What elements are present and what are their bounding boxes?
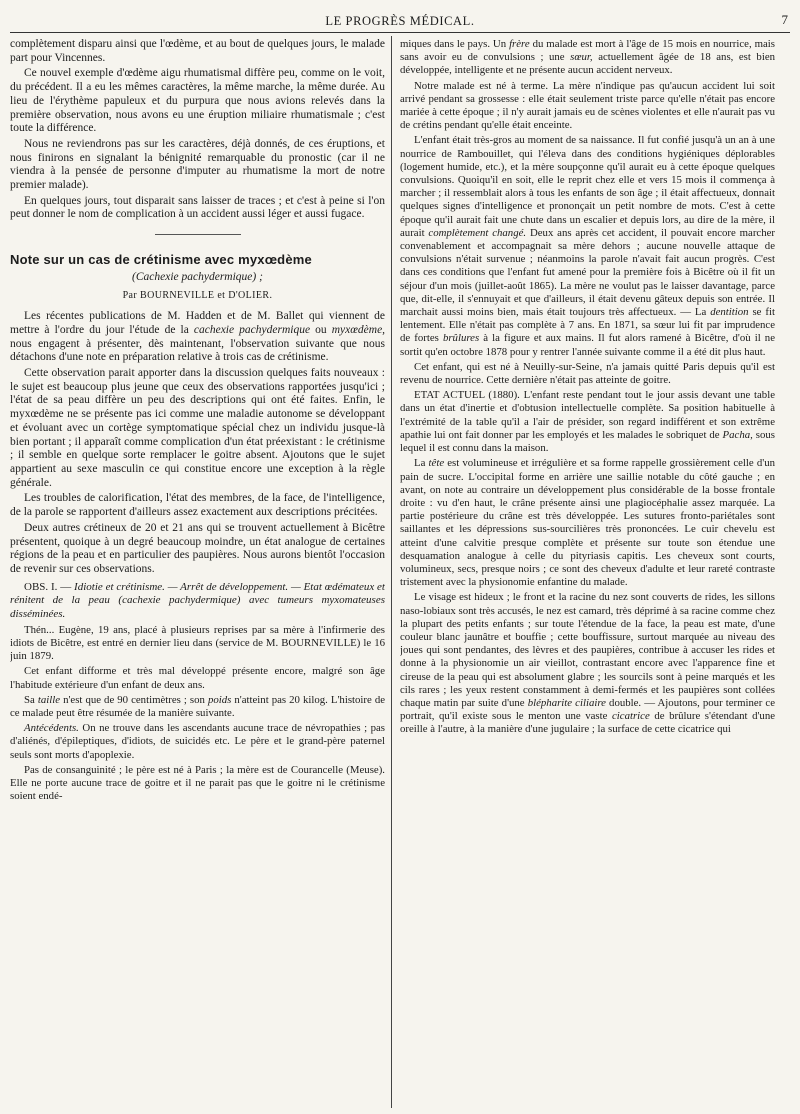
page-number: 7 <box>781 12 788 27</box>
paragraph: Sa taille n'est que de 90 centimètres ; son poids n'atteint pas 20 kilog. L'histoire de ce malade peut être résumée de la manière suivante. <box>10 693 385 719</box>
paragraph: Cette observation parait apporter dans la discussion quelques faits nouveaux : le sujet est beaucoup plus jeune que ceux des observations rapportées jusqu'ici ; l'état de sa peau diffère un peu des descriptions qui ont été faites. Enfin, le myxœdème ne se présente pas ici comme une maladie autonome se développant et évoluant avec un cortège symptomatique spécial chez un individu jusque-là bien portant ; il apparaît comme complication d'un état préexistant : le crétinisme ; il semble en quelque sorte remplacer le goitre absent. Ajoutons que le sujet appartient au sexe masculin ce qui constitue encore une exception à la règle générale. <box>10 367 385 489</box>
paragraph: Cet enfant difforme et très mal développé présente encore, malgré son âge l'habitude extérieure d'un enfant de deux ans. <box>10 665 385 691</box>
paragraph: Les récentes publications de M. Hadden et de M. Ballet qui viennent de mettre à l'ordre du jour l'étude de la cachexie pachydermique ou myxœdème, nous engagent à présenter, dès maintenant, l'observation suivante que nous détachons d'une note en préparation relative à trois cas de crétinisme. <box>10 310 385 364</box>
right-column <box>400 38 775 1106</box>
page-header <box>10 8 790 33</box>
paragraph: Thén... Eugène, 19 ans, placé à plusieurs reprises par sa mère à l'infirmerie des idiots de Bicêtre, est entré en dernier lieu dans (service de M. BOURNEVILLE) le 16 juin 1879. <box>10 623 385 663</box>
paragraph: complètement disparu ainsi que l'œdème, et au bout de quelques jours, le malade part pour Vincennes. <box>10 38 385 64</box>
paragraph: Deux autres crétineux de 20 et 21 ans qui se trouvent actuellement à Bicêtre présentent, quoique à un degré beaucoup moindre, un état analogue de certaines régions de la peau et en particulier des paupières. Nous aurons bientôt l'occasion de revenir sur ces observations. <box>10 521 385 575</box>
paragraph: La tête est volumineuse et irrégulière et sa forme rappelle grossièrement celle d'un pain de sucre. L'occipital forme en arrière une saillie notable du côté gauche ; en avant, on note au contraire un développement plus considérable de la bosse frontale droite : vu d'en haut, le crâne présente ainsi une plagiocéphalie assez marquée. La partie postérieure du crâne est très développée. Les sutures fronto-pariétales sont saillantes et les dépressions sus-sourcilières très prononcées. Le cuir chevelu est atteint d'une calvitie presque complète et présente sur toute son étendue une desquamation analogue à celle du pityriasis capitis. Les cheveux sont courts, volumineux, secs, presque noirs ; ce sont des cheveux d'adulte et leur rareté contraste tristement avec la physionomie enfantine du malade. <box>400 457 775 589</box>
running-head: LE PROGRÈS MÉDICAL. <box>325 14 475 28</box>
paragraph: Antécédents. On ne trouve dans les ascendants aucune trace de névropathies ; pas d'aliénés, d'épileptiques, d'idiots, de suicidés etc. Le père et le grand-père paternel seuls sont morts d'apoplexie. <box>10 722 385 761</box>
paragraph: En quelques jours, tout disparait sans laisser de traces ; et c'est à peine si l'on peut donner le nom de complication à un accident aussi léger et aussi fugace. <box>10 194 385 221</box>
paragraph: L'enfant était très-gros au moment de sa naissance. Il fut confié jusqu'à un an à une nourrice de Rambouillet, qui l'éleva dans des conditions hygiéniques déplorables (logement humide, etc.), et la mère soupçonne qu'il aurait eu à cette époque quelques convulsions. Quoiqu'il en soit, elle le reprit chez elle et vers 15 mois il commença à marcher ; il ressemblait alors à tous les enfants de son âge ; il était affectueux, donnait quelques signes d'intelligence et prononçait un petit nombre de mots. C'est à cette époque qu'il aurait fait une chute dans un escalier et depuis lors, au dire de la mère, il aurait complètement changé. Deux ans après cet accident, il pouvait encore marcher convenablement et accompagnait sa mère dehors ; aucune nouvelle attaque de convulsions n'était survenue ; néanmoins la parole n'avait fait aucun progrès. C'est dans ces conditions que l'enfant fut amené pour la première fois à Bicêtre où il fit un séjour d'un mois (juillet-août 1865). La mère ne voulut pas le laisser davantage, parce que, dit-elle, il s'ennuyait et que d'ailleurs, il était devenu gâteux depuis son entrée. Il marchait aussi moins bien, mais était toujours très affectueux. — La dentition se fit lentement. Elle n'était pas complète à 7 ans. En 1871, sa sœur lui fit par imprudence de fortes brûlures à la figure et aux mains. Il fut alors ramené à Bicêtre, d'où il ne sortit qu'en octobre 1878 pour y rentrer l'année suivante comme il a été dit plus haut. <box>400 134 775 358</box>
paragraph: Notre malade est né à terme. La mère n'indique pas qu'aucun accident lui soit arrivé pendant sa grossesse : elle était seulement triste parce qu'elle n'était pas encore mariée à cette époque ; il n'y aurait jamais eu de scènes violentes et elle n'aurait pas vu de crétins pendant qu'elle était enceinte. <box>400 79 775 132</box>
paragraph: Le visage est hideux ; le front et la racine du nez sont couverts de rides, les sillons naso-lobiaux sont très accusés, le nez est camard, très déprimé à sa racine comme chez la plupart des petits enfants ; sur toute l'étendue de la face, la peau est mate, d'une couleur blanc jaunâtre et bouffie ; cette bouffissure, surtout marquée au niveau des joues qui sont pendantes, des lèvres et des paupières, contribue à accuser les rides et donne à la physionomie un air vieillot, contrastant encore avec l'apparence fine et cireuse de la peau qui est absolument glabre ; les sourcils sont à peine marqués et les cils rares ; les yeux restent constamment à demi-fermés et les paupières sont collées chaque matin par suite d'une blépharite ciliaire double. — Ajoutons, pour terminer ce portrait, qu'il existe sous le menton une vaste cicatrice de brûlure s'étendant d'une oreille à l'autre, à la manière d'une jugulaire ; la surface de cette cicatrice qui <box>400 591 775 736</box>
paragraph: Pas de consanguinité ; le père est né à Paris ; la mère est de Courancelle (Meuse). Elle ne porte aucune trace de goitre et il ne parait pas que le goitre ni le crétinisme soient endé- <box>10 763 385 803</box>
paragraph: ETAT ACTUEL (1880). L'enfant reste pendant tout le jour assis devant une table dans un état d'inertie et d'obtusion intellectuelle complète. Sa position habituelle à l'extrémité de la table qu'il a l'air de présider, son regard indifférent et son extrême apathie lui ont fait donner par les employés et les malades le sobriquet de Pacha, sous lequel il est connu dans la maison. <box>400 389 775 455</box>
paragraph: Cet enfant, qui est né à Neuilly-sur-Seine, n'a jamais quitté Paris depuis qu'il est revenu de nourrice. Cette dernière n'était pas atteinte de goitre. <box>400 360 775 387</box>
left-column <box>10 38 385 1106</box>
observation-heading: OBS. I. — Idiotie et crétinisme. — Arrêt de développement. — Etat œdémateux et rénitent de la peau (cachexie pachydermique) avec tumeurs myxomateuses disséminées. <box>10 580 385 621</box>
paragraph: Ce nouvel exemple d'œdème aigu rhumatismal diffère peu, comme on le voit, du précédent. Il a eu les mêmes caractères, la même marche, la même durée. Au lieu de l'érythème papuleux et du purpura que nous avions relevés dans la première observation, nous avons eu une éruption miliaire rhumatismale ; c'est toute la différence. <box>10 67 385 135</box>
paragraph: miques dans le pays. Un frère du malade est mort à l'âge de 15 mois en nourrice, mais sans avoir eu de convulsions ; une sœur, actuellement âgée de 18 ans, est bien développée, intelligente et ne présente aucun accident nerveux. <box>400 38 775 77</box>
paragraph: Nous ne reviendrons pas sur les caractères, déjà donnés, de ces éruptions, et nous finirons en signalant la bénignité remarquable du pronostic (car il ne viendra à la pensée de personne d'imputer au rhumatisme la mort de notre premier malade). <box>10 137 385 192</box>
paragraph: Les troubles de calorification, l'état des membres, de la face, de l'intelligence, de la parole se rapportent d'ailleurs assez exactement aux descriptions précitées. <box>10 492 385 519</box>
article-subtitle: (Cachexie pachydermique) ; <box>132 270 263 283</box>
article-title: Note sur un cas de crétinisme avec myxœdème <box>10 252 312 268</box>
byline: Par BOURNEVILLE et D'OLIER. <box>122 289 273 301</box>
column-rule <box>391 36 392 1108</box>
section-divider <box>155 234 241 235</box>
